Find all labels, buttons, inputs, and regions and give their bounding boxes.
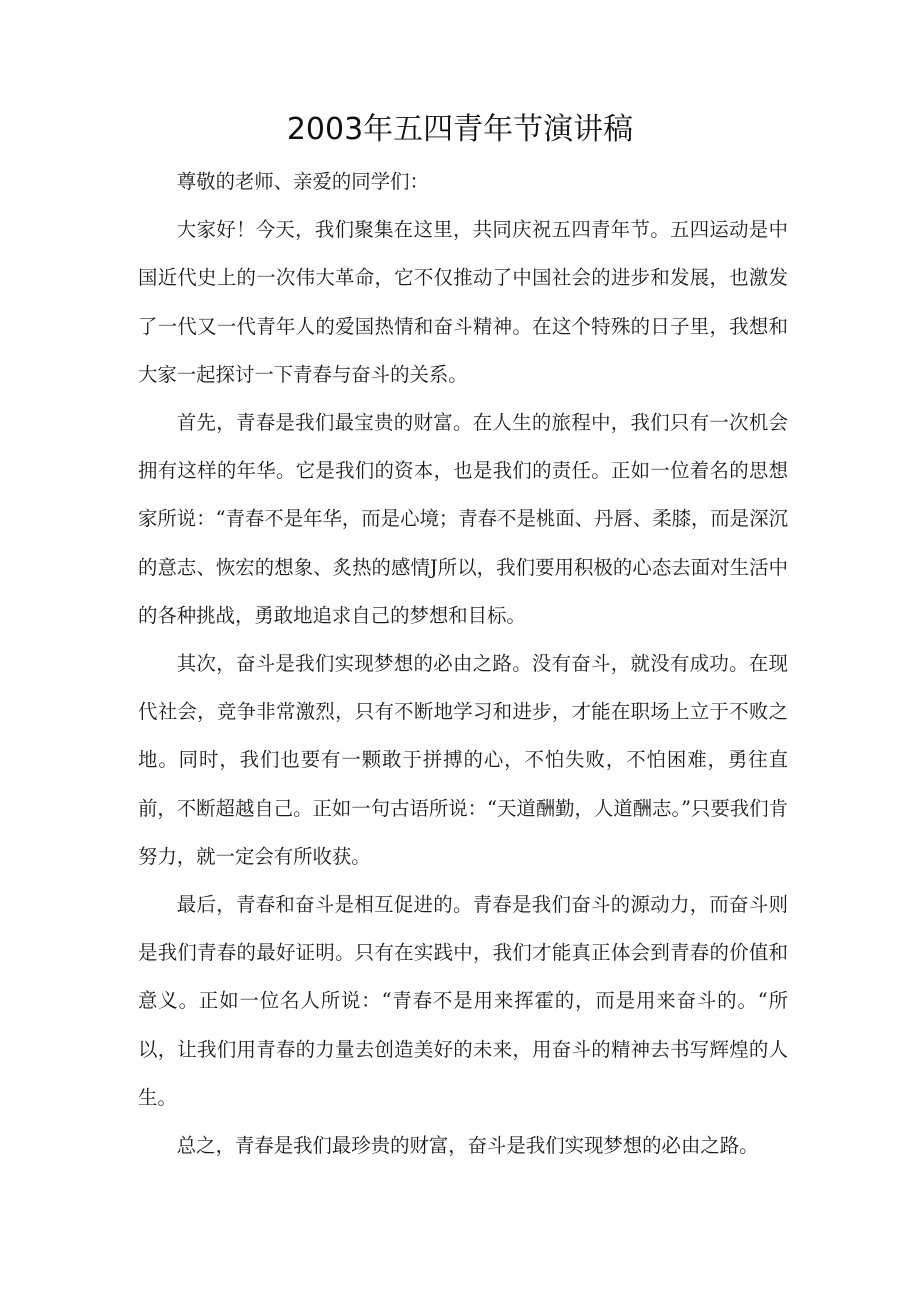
paragraph-salutation: 尊敬的老师、亲爱的同学们： — [176, 170, 429, 193]
paragraph-greeting: 大家好！今天，我们聚集在这里，共同庆祝五四青年节。五四运动是中国近代史上的一次伟大革命，它不仅推动了中国社会的进步和发展，也激发了一代又一代青年人的爱国热情和奋斗精神。在这个特殊的日子里，我想和大家一起探讨一下青春与奋斗的关系。 — [138, 218, 788, 386]
paragraph-conclusion: 总之，青春是我们最珍贵的财富，奋斗是我们实现梦想的必由之路。 — [176, 1134, 759, 1158]
document-title: 2003年五四青年节演讲稿 — [286, 112, 634, 147]
paragraph-second-point: 其次，奋斗是我们实现梦想的必由之路。没有奋斗，就没有成功。在现代社会，竞争非常激烈，只有不断地学习和进步，才能在职场上立于不败之地。同时，我们也要有一颗敢于拼搏的心，不怕失败，不怕困难，勇往直前，不断超越自己。正如一句古语所说：“天道酬勤，人道酬志。”只要我们肯努力，就一定会有所收获。 — [138, 652, 789, 868]
document-body — [138, 158, 788, 1170]
paragraph-first-point: 首先，青春是我们最宝贵的财富。在人生的旅程中，我们只有一次机会拥有这样的年华。它是我们的资本，也是我们的责任。正如一位着名的思想家所说：“青春不是年华，而是心境；青春不是桃面、丹唇、柔膝，而是深沉的意志、恢宏的想象、炙热的感情J所以，我们要用积极的心态去面对生活中的各种挑战，勇敢地追求自己的梦想和目标。 — [138, 411, 788, 627]
paragraph-third-point: 最后，青春和奋斗是相互促进的。青春是我们奋斗的源动力，而奋斗则是我们青春的最好证明。只有在实践中，我们才能真正体会到青春的价值和意义。正如一位名人所说：“青春不是用来挥霍的，而是用来奋斗的。“所以，让我们用青春的力量去创造美好的未来，用奋斗的精神去书写辉煌的人生。 — [138, 893, 788, 1109]
